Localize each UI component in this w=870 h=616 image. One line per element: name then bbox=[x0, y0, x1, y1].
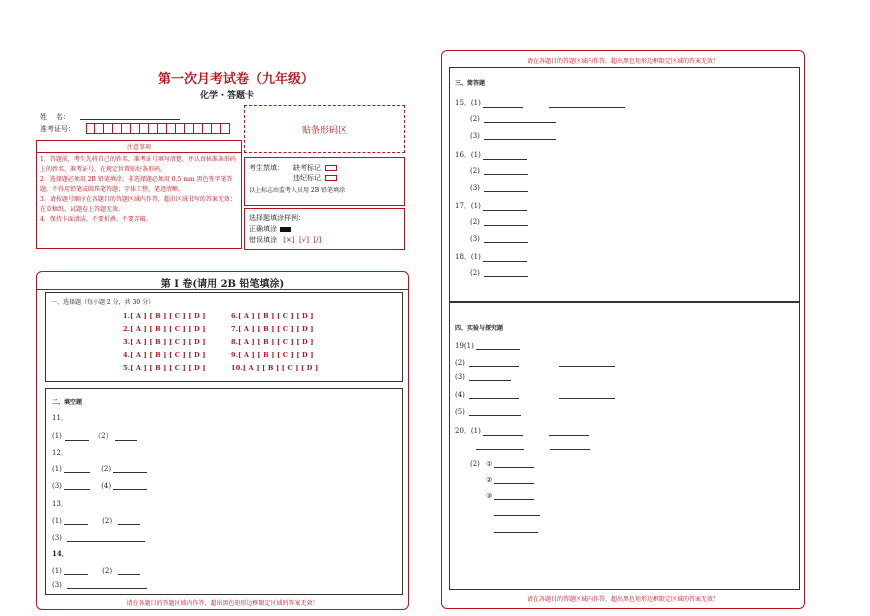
notice-item: 1．答题前，考生先将自己的姓名，准考证号填写清楚，并认真核准条形码上的姓名、准考证号，在规定位置贴好条形码。 bbox=[40, 156, 236, 173]
answer-line[interactable] bbox=[113, 465, 147, 473]
answer-line[interactable] bbox=[484, 132, 556, 140]
q19-row3 bbox=[455, 373, 511, 381]
name-field[interactable] bbox=[80, 112, 180, 120]
correct-label: 正确填涂 bbox=[249, 225, 277, 233]
choice-row[interactable]: 6.[ A ] [ B ] [ C ] [ D ] bbox=[231, 312, 314, 320]
part1-panel bbox=[36, 271, 409, 610]
choice-row[interactable]: 1.[ A ] [ B ] [ C ] [ D ] bbox=[123, 312, 206, 320]
id-cells[interactable] bbox=[86, 123, 230, 134]
part-label: (4) bbox=[101, 482, 112, 490]
choice-row[interactable]: 3.[ A ] [ B ] [ C ] [ D ] bbox=[123, 338, 206, 346]
answer-line[interactable] bbox=[484, 235, 528, 243]
fill-section bbox=[45, 388, 403, 595]
answer-line[interactable] bbox=[115, 433, 137, 441]
answer-line[interactable] bbox=[469, 359, 519, 367]
answer-line[interactable] bbox=[64, 567, 88, 575]
q19-row4 bbox=[455, 391, 615, 399]
notice-item: 4．保持卡面清洁，不要折叠、不要弄破。 bbox=[40, 216, 152, 223]
answer-line[interactable] bbox=[559, 391, 615, 399]
name-label: 姓 名： bbox=[40, 113, 70, 121]
choice-section bbox=[45, 292, 403, 382]
answer-line[interactable] bbox=[483, 254, 527, 262]
q11-label: 11． bbox=[52, 414, 68, 422]
choices-right bbox=[231, 310, 318, 375]
exam-subtitle: 化学・答题卡 bbox=[200, 91, 255, 101]
question-label: 16．(1) bbox=[455, 151, 481, 159]
part-label: (1) bbox=[52, 432, 62, 440]
fill-example-box bbox=[244, 208, 405, 250]
section4-box bbox=[449, 301, 800, 590]
section3-box bbox=[449, 67, 800, 303]
answer-line[interactable] bbox=[113, 482, 147, 490]
q17-row1 bbox=[455, 201, 527, 211]
violation-label: 违纪标记 bbox=[293, 174, 321, 182]
part-label: (2) bbox=[470, 460, 480, 468]
q20-row1 bbox=[455, 426, 589, 436]
barcode-area bbox=[244, 105, 405, 153]
answer-line[interactable] bbox=[494, 525, 538, 533]
part-label: (3) bbox=[52, 482, 62, 490]
choice-row[interactable]: 10.[ A ] [ B ] [ C ] [ D ] bbox=[231, 364, 319, 372]
q20-row3 bbox=[486, 476, 534, 484]
notice-title: 注意事项 bbox=[37, 141, 241, 153]
choice-row[interactable]: 7.[ A ] [ B ] [ C ] [ D ] bbox=[231, 325, 314, 333]
question-label: 19(1) bbox=[455, 342, 474, 350]
question-label: 17．(1) bbox=[455, 202, 481, 210]
answer-line[interactable] bbox=[483, 100, 523, 108]
q12-label: 12． bbox=[52, 449, 68, 457]
part-label: （2） bbox=[94, 432, 113, 440]
part-label: (2) bbox=[470, 115, 480, 123]
id-label: 准考证号： bbox=[40, 125, 75, 133]
section1-title: 一、选择题（每小题 2 分，共 30 分） bbox=[51, 299, 155, 306]
q18-row1 bbox=[455, 252, 527, 262]
q15-row1 bbox=[455, 98, 625, 108]
q18-row2 bbox=[470, 269, 528, 277]
question-label: 20．(1) bbox=[455, 427, 481, 435]
answer-line[interactable] bbox=[476, 342, 520, 350]
notice-item: 3．请按题号顺序在各题目的答题区域内作答，超出区域书写的答案无效；在草稿纸、试题卷上答题无效。 bbox=[40, 196, 236, 213]
q13-label: 13． bbox=[52, 500, 68, 508]
absent-mark[interactable] bbox=[325, 165, 337, 171]
sub-label: ① bbox=[486, 460, 493, 468]
answer-line[interactable] bbox=[559, 359, 615, 367]
notice-item: 2．选择题必须用 2B 铅笔填涂；非选择题必须用 0.5 mm 黑色签字笔答题，不得用铅笔或圆珠笔答题；字体工整、笔迹清晰。 bbox=[40, 176, 233, 193]
notice-box bbox=[36, 140, 242, 249]
part1-title: 第 I 卷(请用 2B 铅笔填涂) bbox=[160, 279, 285, 290]
q11-answers bbox=[52, 431, 137, 441]
answer-line[interactable] bbox=[483, 152, 527, 160]
wrong-row bbox=[249, 235, 321, 245]
q16-row3 bbox=[470, 184, 528, 192]
part-label: (4) bbox=[455, 391, 465, 399]
q17-row3 bbox=[470, 235, 528, 243]
choices-left bbox=[123, 310, 206, 375]
wrong-label: 错误填涂 bbox=[249, 236, 277, 244]
footer-warning: 请在各题目的答题区域内作答，超出黑色矩形边框限定区域的答案无效！ bbox=[126, 600, 319, 607]
filled-mark-icon bbox=[280, 227, 291, 232]
answer-line[interactable] bbox=[494, 460, 534, 468]
part-label: (2) bbox=[470, 218, 480, 226]
part-label: (1) bbox=[52, 517, 62, 525]
question-label: 18．(1) bbox=[455, 253, 481, 261]
part-label: (3) bbox=[455, 373, 465, 381]
answer-line[interactable] bbox=[494, 476, 534, 484]
answer-line[interactable] bbox=[118, 567, 140, 575]
q16-row2 bbox=[470, 167, 528, 175]
choice-row[interactable]: 5.[ A ] [ B ] [ C ] [ D ] bbox=[123, 364, 206, 372]
q14-label: 14． bbox=[52, 549, 69, 558]
answer-line[interactable] bbox=[484, 167, 528, 175]
answer-line[interactable] bbox=[550, 442, 590, 450]
q20-row2 bbox=[470, 460, 534, 468]
q15-row3 bbox=[470, 132, 556, 140]
answer-line[interactable] bbox=[483, 203, 527, 211]
part-label: (3) bbox=[470, 132, 480, 140]
answer-line[interactable] bbox=[469, 391, 519, 399]
q13-answers-a bbox=[52, 517, 140, 525]
sub-label: ② bbox=[486, 476, 493, 484]
answer-line[interactable] bbox=[549, 428, 589, 436]
answer-line[interactable] bbox=[484, 269, 528, 277]
absent-row bbox=[293, 163, 337, 173]
q13-answers-b bbox=[52, 534, 145, 542]
part-label: (3) bbox=[52, 581, 62, 589]
q14-answers-a bbox=[52, 567, 140, 575]
part-label: (3) bbox=[470, 184, 480, 192]
wrong-marks: [×] [√] [/] bbox=[283, 236, 322, 244]
choice-row[interactable]: 4.[ A ] [ B ] [ C ] [ D ] bbox=[123, 351, 206, 359]
status-label: 考生禁填： bbox=[249, 164, 284, 172]
answer-line[interactable] bbox=[483, 428, 523, 436]
correct-row bbox=[249, 224, 291, 234]
answer-line[interactable] bbox=[469, 373, 511, 381]
part-label: (2) bbox=[470, 167, 480, 175]
violation-mark[interactable] bbox=[325, 175, 337, 181]
part-label: (2) bbox=[470, 269, 480, 277]
part-label: (2) bbox=[102, 567, 113, 575]
part-label: (5) bbox=[455, 408, 465, 416]
q20-row4 bbox=[486, 492, 534, 500]
answer-line[interactable] bbox=[484, 184, 528, 192]
answer-line[interactable] bbox=[484, 115, 556, 123]
answer-line[interactable] bbox=[469, 408, 521, 416]
answer-line[interactable] bbox=[118, 517, 140, 525]
q12-answers-b bbox=[52, 482, 147, 490]
answer-line[interactable] bbox=[494, 492, 534, 500]
part-label: (3) bbox=[470, 235, 480, 243]
status-note: 以上标志由监考人员用 2B 铅笔填涂 bbox=[249, 187, 346, 194]
q14-answers-b bbox=[52, 581, 147, 589]
part-label: (2) bbox=[101, 465, 112, 473]
q20-row1b bbox=[476, 442, 590, 450]
part-label: (1) bbox=[52, 567, 62, 575]
barcode-label: 贴条形码区 bbox=[301, 125, 347, 136]
answer-line[interactable] bbox=[67, 534, 145, 542]
q19-row2 bbox=[455, 359, 615, 367]
answer-line[interactable] bbox=[65, 433, 89, 441]
part-label: (2) bbox=[455, 359, 465, 367]
right-footer-warning: 请在各题目的答题区域内作答，超出黑色矩形边框限定区域的答案无效！ bbox=[526, 596, 719, 603]
part-label: (1) bbox=[52, 465, 62, 473]
choice-row[interactable]: 9.[ A ] [ B ] [ C ] [ D ] bbox=[231, 351, 314, 359]
q19-row1 bbox=[455, 342, 520, 350]
question-label: 15．(1) bbox=[455, 99, 481, 107]
part-label: (2) bbox=[102, 517, 113, 525]
answer-line[interactable] bbox=[64, 482, 90, 490]
q17-row2 bbox=[470, 218, 528, 226]
answer-line[interactable] bbox=[484, 218, 528, 226]
q12-answers-a bbox=[52, 465, 147, 473]
q15-row2 bbox=[470, 115, 556, 123]
answer-line[interactable] bbox=[64, 465, 90, 473]
fill-example-title: 选择题填涂样例： bbox=[249, 214, 305, 222]
status-box bbox=[244, 157, 405, 206]
exam-title: 第一次月考试卷（九年级） bbox=[158, 72, 315, 87]
answer-line[interactable] bbox=[549, 100, 625, 108]
section2-title: 二、填空题 bbox=[52, 399, 83, 406]
answer-line[interactable] bbox=[67, 581, 147, 589]
right-top-warning: 请在各题目的答题区域内作答，超出黑色矩形边框限定区域的答案无效！ bbox=[526, 58, 719, 65]
sub-label: ③ bbox=[486, 492, 493, 500]
part-label: (3) bbox=[52, 534, 62, 542]
answer-line[interactable] bbox=[476, 442, 524, 450]
answer-line[interactable] bbox=[64, 517, 88, 525]
answer-line[interactable] bbox=[494, 508, 540, 516]
q16-row1 bbox=[455, 150, 527, 160]
choice-row[interactable]: 2.[ A ] [ B ] [ C ] [ D ] bbox=[123, 325, 206, 333]
absent-label: 缺考标记 bbox=[293, 164, 321, 172]
violation-row bbox=[293, 173, 337, 183]
q19-row5 bbox=[455, 408, 521, 416]
right-panel bbox=[441, 50, 805, 609]
choice-row[interactable]: 8.[ A ] [ B ] [ C ] [ D ] bbox=[231, 338, 314, 346]
section3-title: 三、简答题 bbox=[455, 80, 486, 87]
section4-title: 四、实验与探究题 bbox=[455, 325, 504, 332]
